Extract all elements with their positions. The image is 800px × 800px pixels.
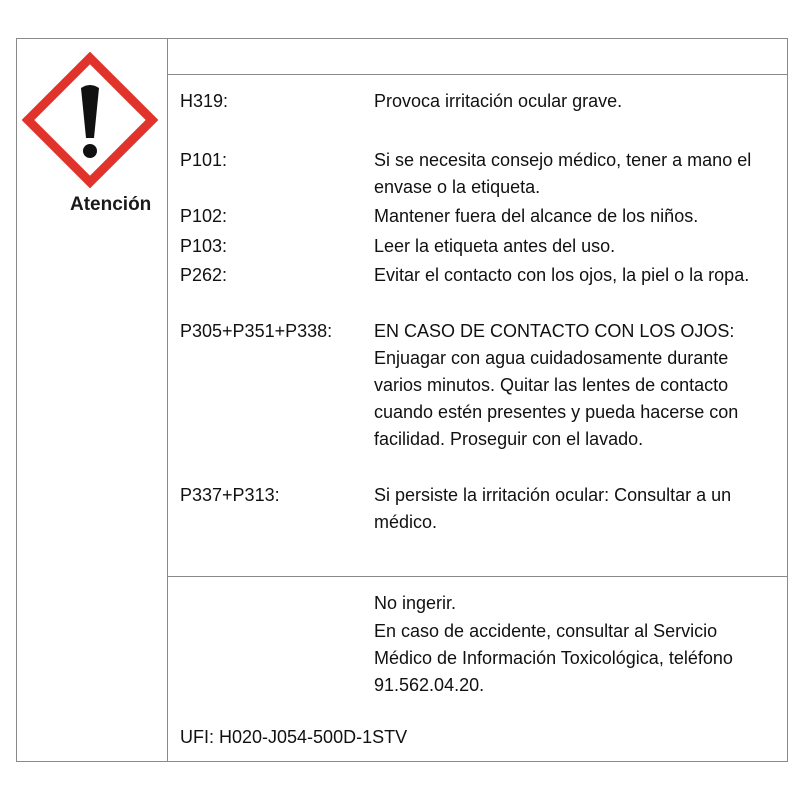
p305-p351-p338-code: P305+P351+P338: — [180, 321, 333, 341]
p102-text: Mantener fuera del alcance de los niños. — [374, 206, 699, 226]
p262-code: P262: — [180, 265, 228, 285]
p102-code: P102: — [180, 206, 228, 226]
section-divider — [167, 576, 788, 577]
p337-p313-code: P337+P313: — [180, 485, 280, 505]
ufi-code: UFI: H020-J054-500D-1STV — [180, 727, 408, 747]
p103-text: Leer la etiqueta antes del uso. — [374, 236, 616, 256]
h319-text: Provoca irritación ocular grave. — [374, 91, 623, 111]
additional-instruction-ingest: No ingerir. — [374, 593, 457, 613]
column-divider — [167, 38, 168, 762]
p305-p351-p338-text: EN CASO DE CONTACTO CON LOS OJOS: Enjuagar con agua cuidadosamente durante varios minutos. Quitar las lentes de contacto cuando estén presentes y pueda hacerse con facilidad. Proseguir con el lavado. — [374, 321, 739, 449]
signal-word: Atención — [70, 194, 152, 215]
p103-code: P103: — [180, 236, 228, 256]
h319-code: H319: — [180, 91, 229, 111]
p337-p313-text: Si persiste la irritación ocular: Consultar a un médico. — [374, 485, 732, 532]
header-divider — [167, 74, 788, 75]
exclamation-mark-icon — [22, 52, 158, 188]
p262-text: Evitar el contacto con los ojos, la piel o la ropa. — [374, 265, 750, 285]
additional-instruction-accident: En caso de accidente, consultar al Servicio Médico de Información Toxicológica, teléfono 91.562.04.20. — [374, 621, 733, 695]
p101-text: Si se necesita consejo médico, tener a mano el envase o la etiqueta. — [374, 150, 752, 197]
p101-code: P101: — [180, 150, 228, 170]
